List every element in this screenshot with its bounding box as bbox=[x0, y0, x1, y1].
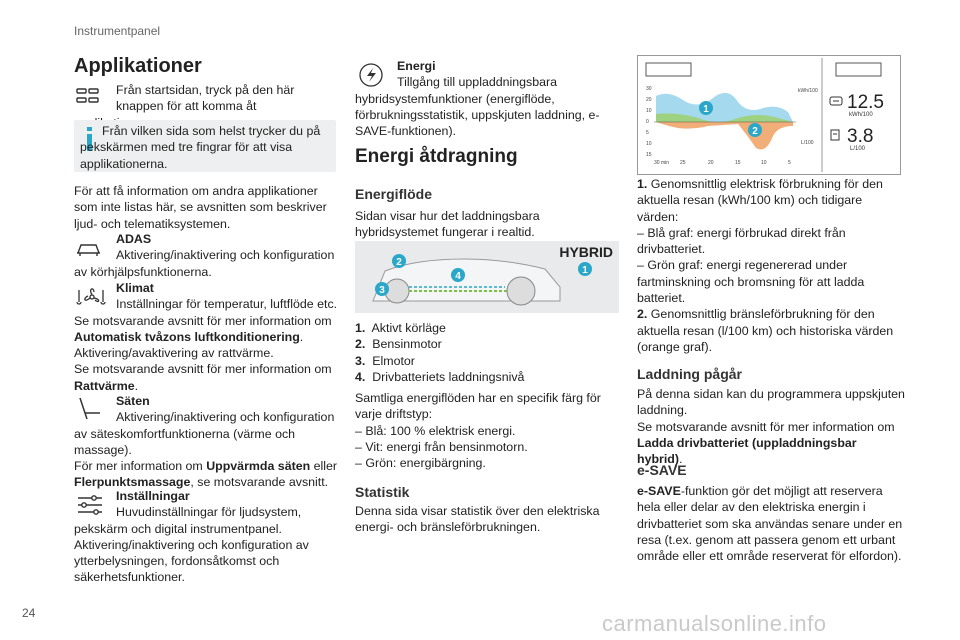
adas-block bbox=[74, 231, 338, 280]
svg-text:2: 2 bbox=[752, 126, 758, 137]
saten-title: Säten bbox=[116, 394, 150, 408]
saten-block bbox=[74, 393, 338, 491]
hybrid-label: HYBRID bbox=[559, 244, 613, 260]
elec-value: 12.5 bbox=[847, 92, 884, 113]
svg-text:4: 4 bbox=[455, 271, 461, 282]
fuel-unit: L/100 bbox=[850, 146, 866, 152]
settings-sliders-icon bbox=[74, 490, 110, 520]
installningar-text: Huvudinställningar för ljudsystem, pekskärm och digital instrumentpanel. bbox=[74, 505, 302, 536]
explanation-1: 1. Genomsnittlig elektrisk förbrukning för den aktuella resan (kWh/100 km) och tidigare värden: bbox=[637, 177, 883, 224]
klimat-text: Inställningar för temperatur, luftflöde etc. bbox=[116, 297, 338, 312]
laddning-block bbox=[637, 386, 905, 467]
heading-laddning: Laddning pågår bbox=[637, 366, 742, 382]
watermark: carmanualsonline.info bbox=[602, 611, 827, 636]
svg-text:15: 15 bbox=[735, 160, 741, 166]
svg-text:20: 20 bbox=[708, 160, 714, 166]
heading-esave: e-SAVE bbox=[637, 462, 687, 478]
saten-text: Aktivering/inaktivering och konfiguration av säteskomfortfunktionerna (värme och massage). bbox=[74, 410, 335, 457]
svg-text:25: 25 bbox=[680, 160, 686, 166]
svg-text:15: 15 bbox=[646, 152, 652, 158]
svg-text:2: 2 bbox=[396, 257, 402, 268]
l-axis-label: L/100 bbox=[801, 140, 814, 146]
diagram-marker-1 bbox=[578, 262, 592, 276]
svg-text:1: 1 bbox=[582, 265, 588, 276]
fuel-pump-icon bbox=[831, 130, 839, 140]
energi-text: Tillgång till uppladdningsbara hybridsystemfunktioner (energiflöde, förbrukningsstatistik, uppskjuten laddning, e-SAVE-funktionen). bbox=[355, 75, 600, 139]
esave-text: e-SAVE-funktion gör det möjligt att reservera hela eller delar av den elektriska energin i drivbatteriet som ska användas senare under en resa (t.ex. genom att passera genom ett urbant område eller ett område reserverat för elfordon). bbox=[637, 484, 903, 564]
statistik-text: Denna sida visar statistik över den elektriska energi- och bränsleförbrukningen. bbox=[355, 504, 600, 535]
running-header: Instrumentpanel bbox=[74, 24, 161, 38]
list-item: 2. Bensinmotor bbox=[355, 337, 442, 352]
saten-ref: För mer information om Uppvärmda säten eller Flerpunktsmassage, se motsvarande avsnitt. bbox=[74, 459, 338, 490]
consumption-screen bbox=[637, 55, 901, 175]
color-blue: – Blå: 100 % elektrisk energi. bbox=[355, 423, 516, 438]
kwh-axis-label: kWh/100 bbox=[798, 88, 818, 94]
other-apps-text: För att få information om andra applikationer som inte listas här, se avsnitten som beskriver ljud- och telematiksystemen. bbox=[74, 184, 327, 231]
hybrid-diagram bbox=[355, 241, 619, 313]
svg-text:5: 5 bbox=[788, 160, 791, 166]
heading-energi-atdragning: Energi åtdragning bbox=[355, 146, 518, 167]
y-tick-labels bbox=[646, 86, 652, 158]
screen-explanation bbox=[637, 176, 905, 355]
screen-marker-1 bbox=[699, 101, 713, 115]
klimat-title: Klimat bbox=[116, 281, 154, 295]
heading-statistik: Statistik bbox=[355, 484, 410, 500]
color-white: – Vit: energi från bensinmotorn. bbox=[355, 439, 528, 454]
list-item: 1. Aktivt körläge bbox=[355, 321, 446, 335]
flow-colors-block bbox=[355, 390, 619, 471]
klimat-wheel: Aktivering/avaktivering av rattvärme. bbox=[74, 346, 274, 361]
color-green: – Grön: energibärgning. bbox=[355, 456, 486, 471]
fuel-value: 3.8 bbox=[847, 126, 874, 147]
consumption-graphs bbox=[654, 93, 796, 150]
colors-intro: Samtliga energiflöden har en specifik färg för varje driftstyp: bbox=[355, 391, 601, 422]
seat-icon bbox=[74, 395, 110, 425]
svg-text:10: 10 bbox=[646, 108, 652, 114]
adas-text: Aktivering/inaktivering och konfiguration av körhjälpsfunktionerna. bbox=[74, 248, 335, 279]
page-number: 24 bbox=[22, 606, 36, 620]
installningar-block bbox=[74, 488, 338, 586]
svg-text:0: 0 bbox=[646, 119, 649, 125]
svg-text:10: 10 bbox=[761, 160, 767, 166]
klimat-ref2: Se motsvarande avsnitt för mer information om Rattvärme. bbox=[74, 362, 332, 393]
energi-title: Energi bbox=[397, 59, 436, 73]
diagram-marker-4 bbox=[451, 268, 465, 282]
info-box bbox=[74, 120, 336, 172]
installningar-text2: Aktivering/inaktivering och konfiguration av ytterbelysningen, fordonsåtkomst och säkerhetsfunktioner. bbox=[74, 537, 309, 585]
svg-text:1: 1 bbox=[703, 104, 709, 115]
klimat-block bbox=[74, 280, 338, 394]
diagram-marker-2 bbox=[392, 254, 406, 268]
explanation-1a: – Blå graf: energi förbrukad direkt från drivbatteriet. bbox=[637, 225, 846, 257]
diagram-marker-3 bbox=[375, 282, 389, 296]
climate-icon bbox=[74, 282, 110, 312]
explanation-1b: – Grön graf: energi regenererad under fartminskning och bromsning för att ladda batteriet. bbox=[637, 258, 865, 306]
svg-text:10: 10 bbox=[646, 141, 652, 147]
hybrid-legend-list bbox=[355, 320, 619, 385]
svg-text:30: 30 bbox=[646, 86, 652, 92]
section-title-applikationer: Applikationer bbox=[74, 55, 202, 77]
list-item: 4. Drivbatteriets laddningsnivå bbox=[355, 369, 525, 384]
laddning-ref: Se motsvarande avsnitt för mer information om Ladda drivbatteriet (uppladdningsbar hybrid). bbox=[637, 419, 895, 467]
energy-bolt-icon bbox=[355, 60, 391, 90]
klimat-ref1: Se motsvarande avsnitt för mer information om Automatisk tvåzons luftkonditionering. bbox=[74, 313, 332, 344]
list-item: 3. Elmotor bbox=[355, 353, 415, 368]
heading-energiflode: Energiflöde bbox=[355, 186, 433, 202]
laddning-text: På denna sidan kan du programmera uppskjuten laddning. bbox=[637, 387, 905, 418]
energiflode-text: Sidan visar hur det laddningsbara hybridsystemet fungerar i realtid. bbox=[355, 209, 540, 240]
x-tick-labels bbox=[654, 160, 791, 166]
svg-text:30 min: 30 min bbox=[654, 160, 670, 166]
elec-unit: kWh/100 bbox=[849, 112, 873, 118]
adas-title: ADAS bbox=[116, 232, 152, 246]
explanation-2: 2. Genomsnittlig bränsleförbrukning för den aktuella resan (l/100 km) och historiska värden (orange graf). bbox=[637, 307, 894, 354]
apps-grid-icon bbox=[74, 84, 110, 114]
svg-text:20: 20 bbox=[646, 97, 652, 103]
elec-plug-icon bbox=[830, 97, 842, 105]
screen-marker-2 bbox=[748, 123, 762, 137]
apps-intro-text: Från startsidan, tryck på den här knappen för att komma åt bbox=[116, 83, 295, 114]
info-text: Från vilken sida som helst trycker du på pekskärmen med tre fingrar för att visa applikationerna. bbox=[80, 124, 321, 171]
svg-text:3: 3 bbox=[379, 285, 385, 296]
installningar-title: Inställningar bbox=[116, 489, 190, 503]
energi-block bbox=[355, 58, 619, 139]
svg-text:5: 5 bbox=[646, 130, 649, 136]
car-icon bbox=[74, 233, 110, 263]
